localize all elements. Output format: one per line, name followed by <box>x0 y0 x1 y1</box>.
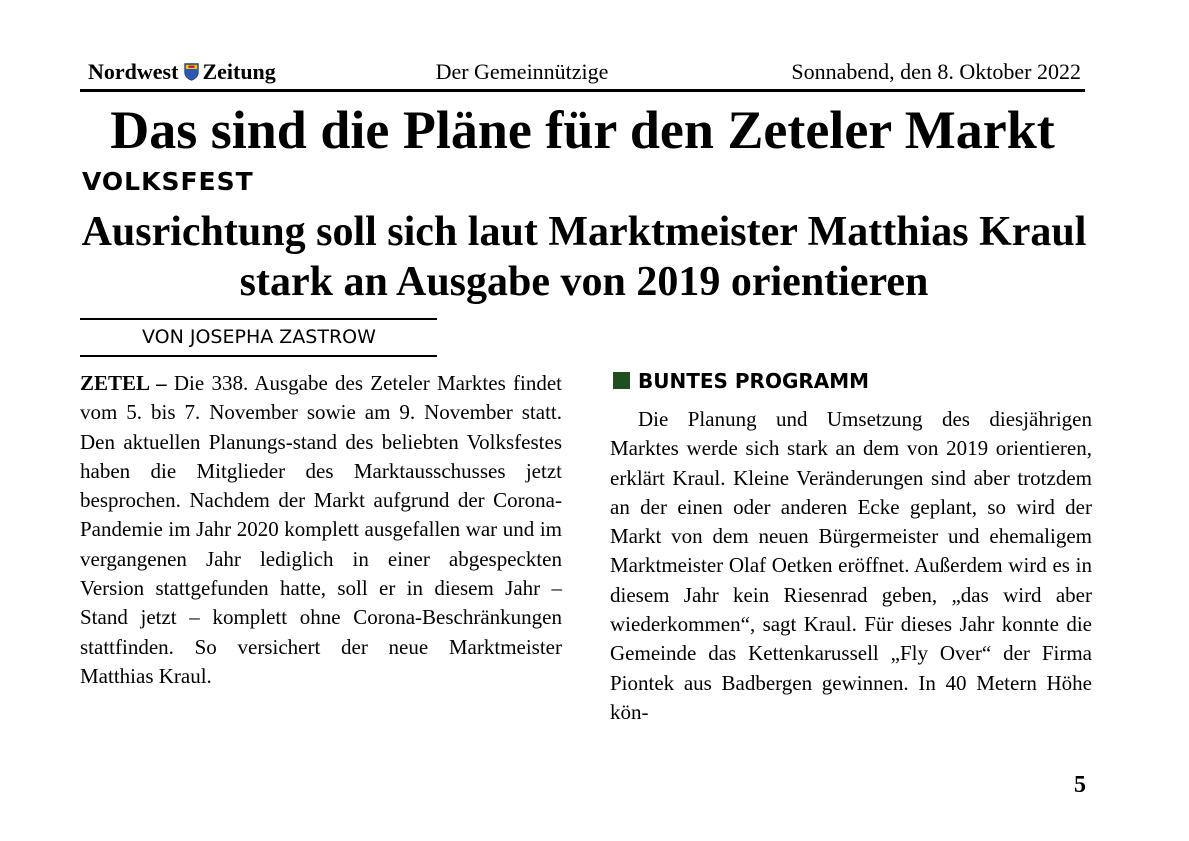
dateline: ZETEL – <box>80 371 167 395</box>
byline-rule-bottom <box>80 355 437 357</box>
supplement-title: Der Gemeinnützige <box>435 59 609 84</box>
byline-rule-top <box>80 318 437 320</box>
section-paragraph: Die Planung und Umsetzung des diesjährigen Marktes werde sich stark an dem von 2019 orientieren, erklärt Kraul. Kleine Veränderungen sind aber trotzdem an der einen oder anderen Ecke geplant, so wird der Markt von dem neuen Bürgermeister und ehemaligem Marktmeister Olaf Oetken eröffnet. Außerdem wird es in diesem Jahr kein Riesenrad geben, „das wird aber wiederkommen“, sagt Kraul. Für dieses Jahr konnte die Gemeinde das Kettenkarussell „Fly Over“ der Firma Piontek aus Badbergen gewinnen. In 40 Metern Höhe kön- <box>610 407 1092 724</box>
lead-text: Die 338. Ausgabe des Zeteler Marktes findet vom 5. bis 7. November sowie am 9. November statt. Den aktuellen Planungs-stand des beliebten Volksfestes haben die Mitglieder des Marktausschusses jetzt besprochen. Nachdem der Markt aufgrund der Corona-Pandemie im Jahr 2020 komplett ausgefallen war und im vergangenen Jahr lediglich in einer abgespeckten Version stattgefunden hatte, soll er in diesem Jahr – Stand jetzt – komplett ohne Corona-Beschränkungen stattfinden. So versichert der neue Marktmeister Matthias Kraul. <box>80 371 562 688</box>
section-heading-text: BUNTES PROGRAMM <box>638 369 870 393</box>
byline: VON JOSEPHA ZASTROW <box>142 326 376 348</box>
section-heading <box>613 366 869 396</box>
section-square-icon <box>613 372 630 389</box>
newspaper-name-part-1: Nordwest <box>88 59 179 84</box>
header-rule <box>80 89 1085 92</box>
kicker: VOLKSFEST <box>82 167 254 196</box>
lead-paragraph <box>80 369 562 691</box>
issue-date: Sonnabend, den 8. Oktober 2022 <box>791 59 1081 84</box>
headline: Das sind die Pläne für den Zeteler Markt <box>110 100 1055 160</box>
newspaper-name-part-2: Zeitung <box>202 59 276 84</box>
page-number: 5 <box>1074 772 1086 798</box>
subheadline: Ausrichtung soll sich laut Marktmeister Matthias Kraul stark an Ausgabe von 2019 orientieren <box>81 209 1087 305</box>
